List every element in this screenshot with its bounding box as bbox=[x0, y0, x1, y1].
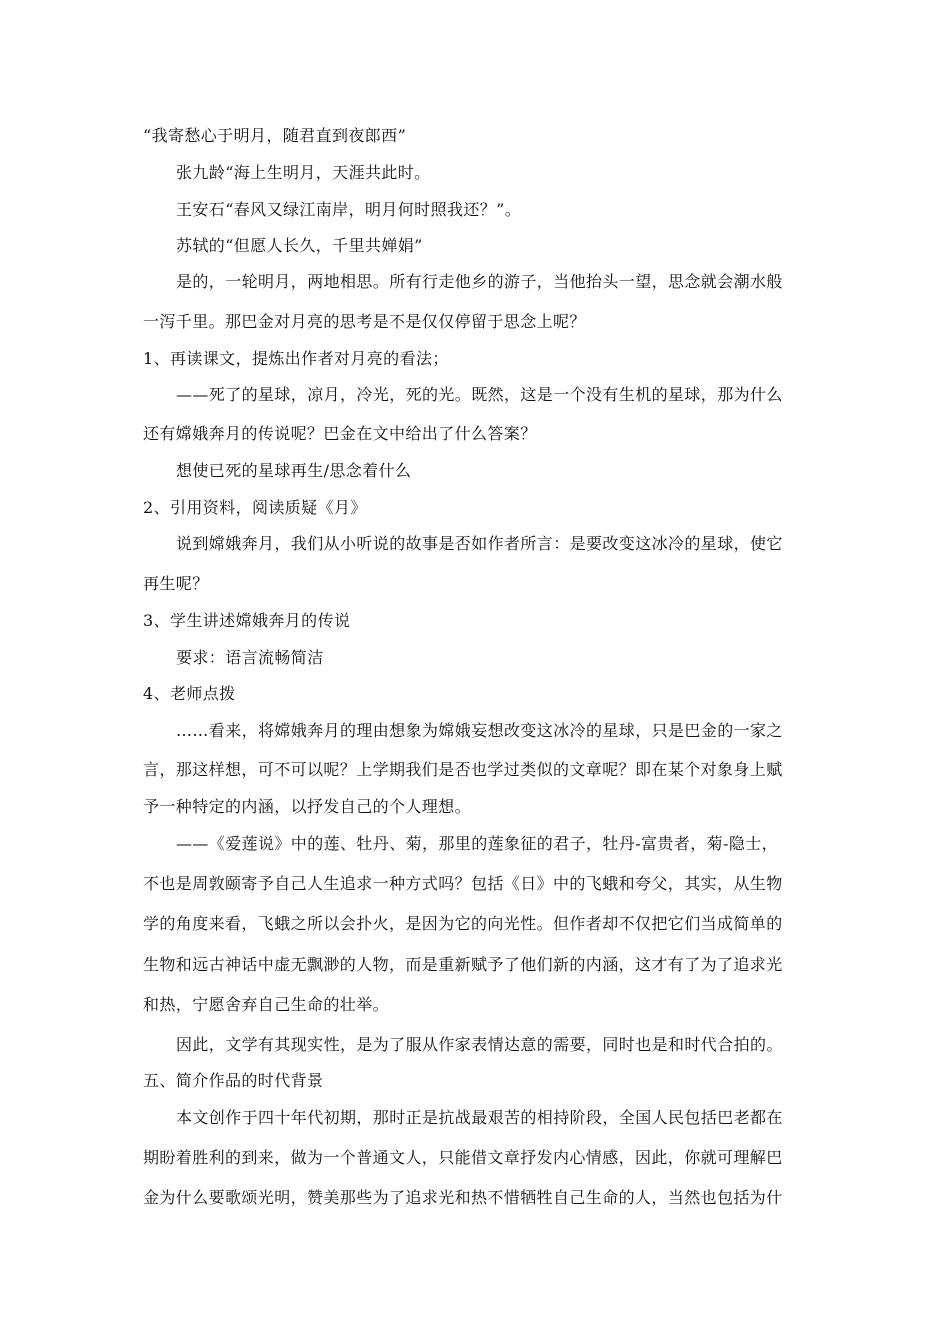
paragraph-line: 苏轼的“但愿人长久，千里共婵娟” bbox=[176, 236, 423, 255]
paragraph-line: 言，那这样想，可不可以呢？上学期我们是否也学过类似的文章呢？即在某个对象身上赋 bbox=[143, 760, 783, 779]
paragraph-line: 予一种特定的内涵，以抒发自己的个人理想。 bbox=[143, 797, 472, 816]
paragraph-line: 因此，文学有其现实性，是为了服从作家表情达意的需要，同时也是和时代合拍的。 bbox=[176, 1035, 783, 1054]
paragraph-line: ——死了的星球，凉月，冷光，死的光。既然，这是一个没有生机的星球，那为什么 bbox=[176, 385, 783, 404]
paragraph-line: 生物和远古神话中虚无飘渺的人物，而是重新赋予了他们新的内涵，这才有了为了追求光 bbox=[143, 955, 783, 974]
paragraph-line: 学的角度来看，飞蛾之所以会扑火，是因为它的向光性。但作者却不仅把它们当成简单的 bbox=[143, 914, 783, 933]
paragraph-line: 再生呢？ bbox=[143, 574, 209, 593]
paragraph-line: 想使已死的星球再生/思念着什么 bbox=[176, 461, 412, 480]
paragraph-line: 是的，一轮明月，两地相思。所有行走他乡的游子，当他抬头一望，思念就会潮水般 bbox=[176, 272, 783, 291]
list-heading: 2、引用资料，阅读质疑《月》 bbox=[143, 498, 367, 517]
list-heading: 1、再读课文，提炼出作者对月亮的看法； bbox=[143, 349, 449, 368]
paragraph-line: ……看来，将嫦娥奔月的理由想象为嫦娥妄想改变这冰冷的星球，只是巴金的一家之 bbox=[176, 721, 783, 740]
section-heading: 五、简介作品的时代背景 bbox=[143, 1071, 324, 1090]
paragraph-line: 王安石“春风又绿江南岸，明月何时照我还？”。 bbox=[176, 200, 522, 219]
paragraph-line: 还有嫦娥奔月的传说呢？巴金在文中给出了什么答案？ bbox=[143, 424, 537, 443]
paragraph-line: 说到嫦娥奔月，我们从小听说的故事是否如作者所言：是要改变这冰冷的星球，使它 bbox=[176, 534, 783, 553]
paragraph-line: 期盼着胜利的到来，做为一个普通文人，只能借文章抒发内心情感，因此，你就可理解巴 bbox=[143, 1148, 783, 1167]
paragraph-line: 本文创作于四十年代初期，那时正是抗战最艰苦的相持阶段，全国人民包括巴老都在 bbox=[176, 1108, 783, 1127]
paragraph-line: 一泻千里。那巴金对月亮的思考是不是仅仅停留于思念上呢？ bbox=[143, 312, 586, 331]
paragraph-line: 和热，宁愿舍弃自己生命的壮举。 bbox=[143, 995, 390, 1014]
list-heading: 4、老师点拨 bbox=[143, 684, 236, 703]
list-heading: 3、学生讲述嫦娥奔月的传说 bbox=[143, 611, 351, 630]
paragraph-line: 要求：语言流畅简洁 bbox=[176, 648, 324, 667]
paragraph-line: “我寄愁心于明月，随君直到夜郎西” bbox=[143, 126, 407, 145]
paragraph-line: 张九龄“海上生明月，天涯共此时。 bbox=[176, 163, 431, 182]
paragraph-line: 不也是周敦颐寄予自己人生追求一种方式吗？包括《日》中的飞蛾和夸父，其实，从生物 bbox=[143, 874, 783, 893]
paragraph-line: ——《爱莲说》中的莲、牡丹、菊，那里的莲象征的君子，牡丹-富贵者，菊-隐士， bbox=[176, 834, 779, 853]
paragraph-line: 金为什么要歌颂光明，赞美那些为了追求光和热不惜牺牲自己生命的人，当然也包括为什 bbox=[143, 1188, 783, 1207]
